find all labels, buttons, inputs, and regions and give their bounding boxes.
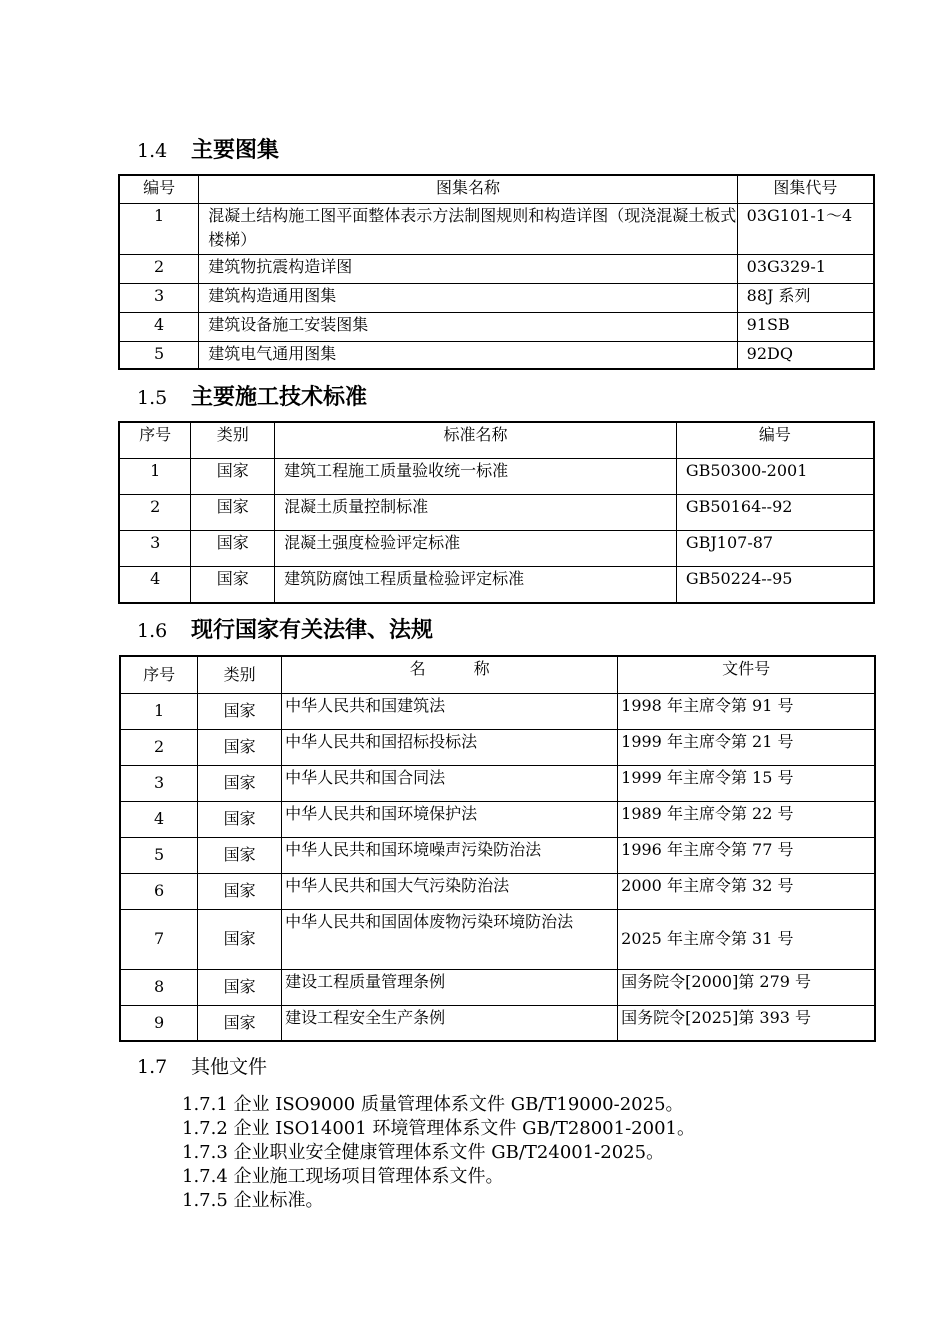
table-row xyxy=(119,566,874,603)
cell-number: 7 xyxy=(120,909,198,969)
standards-table xyxy=(118,421,875,604)
table-row xyxy=(120,909,875,969)
table-row xyxy=(120,729,875,765)
cell-code: GB50224--95 xyxy=(676,566,874,603)
cell-number: 2 xyxy=(119,254,199,283)
table-row xyxy=(120,801,875,837)
table-row xyxy=(119,283,874,312)
section-title: 主要施工技术标准 xyxy=(191,385,368,410)
cell-doc-number: 国务院令[2000]第 279 号 xyxy=(618,969,875,1005)
cell-name: 建筑物抗震构造详图 xyxy=(199,254,737,283)
list-item: 1.7.5 企业标准。 xyxy=(182,1190,324,1211)
cell-number: 1 xyxy=(119,203,199,254)
section-title: 主要图集 xyxy=(191,138,280,163)
cell-doc-number: 1999 年主席令第 21 号 xyxy=(618,729,875,765)
cell-doc-number: 1999 年主席令第 15 号 xyxy=(618,765,875,801)
cell-code: 91SB xyxy=(737,312,874,341)
cell-name: 建筑设备施工安装图集 xyxy=(199,312,737,341)
section-heading-1-5 xyxy=(137,383,367,412)
list-item: 1.7.3 企业职业安全健康管理体系文件 GB/T24001-2025。 xyxy=(182,1142,665,1163)
cell-number: 5 xyxy=(120,837,198,873)
table-header-row xyxy=(119,175,874,203)
list-item: 1.7.2 企业 ISO14001 环境管理体系文件 GB/T28001-2001。 xyxy=(182,1118,695,1139)
table-row xyxy=(120,1005,875,1041)
table-header-row xyxy=(119,422,874,458)
cell-name: 建设工程安全生产条例 xyxy=(282,1005,618,1041)
cell-number: 8 xyxy=(120,969,198,1005)
header-cell: 类别 xyxy=(198,656,282,693)
list-item: 1.7.4 企业施工现场项目管理体系文件。 xyxy=(182,1166,504,1187)
cell-doc-number: 1996 年主席令第 77 号 xyxy=(618,837,875,873)
section-number: 1.7 xyxy=(137,1056,168,1078)
cell-name: 中华人民共和国环境噪声污染防治法 xyxy=(282,837,618,873)
cell-name: 中华人民共和国招标投标法 xyxy=(282,729,618,765)
table-header-row xyxy=(120,656,875,693)
cell-name: 建筑电气通用图集 xyxy=(199,341,737,369)
cell-number: 3 xyxy=(120,765,198,801)
atlas-table xyxy=(118,174,875,370)
cell-category: 国家 xyxy=(191,494,275,530)
header-cell: 序号 xyxy=(119,422,191,458)
header-cell: 编号 xyxy=(119,175,199,203)
table-row xyxy=(119,203,874,254)
list-item: 1.7.1 企业 ISO9000 质量管理体系文件 GB/T19000-2025。 xyxy=(182,1094,684,1115)
cell-name: 混凝土质量控制标准 xyxy=(275,494,677,530)
table-row xyxy=(119,312,874,341)
cell-number: 3 xyxy=(119,283,199,312)
cell-category: 国家 xyxy=(198,1005,282,1041)
header-cell: 图集名称 xyxy=(199,175,737,203)
cell-name: 建筑工程施工质量验收统一标准 xyxy=(275,458,677,494)
laws-table xyxy=(119,655,876,1042)
header-cell: 文件号 xyxy=(618,656,875,693)
cell-doc-number: 国务院令[2025]第 393 号 xyxy=(618,1005,875,1041)
cell-name: 中华人民共和国固体废物污染环境防治法 xyxy=(282,909,618,969)
cell-category: 国家 xyxy=(191,458,275,494)
cell-category: 国家 xyxy=(191,530,275,566)
cell-name: 建设工程质量管理条例 xyxy=(282,969,618,1005)
cell-number: 1 xyxy=(120,693,198,729)
cell-code: 03G101-1～4 xyxy=(737,203,874,254)
cell-number: 4 xyxy=(119,312,199,341)
cell-name: 建筑防腐蚀工程质量检验评定标准 xyxy=(275,566,677,603)
cell-category: 国家 xyxy=(198,693,282,729)
header-cell: 图集代号 xyxy=(737,175,874,203)
section-heading-1-4 xyxy=(137,136,279,165)
cell-category: 国家 xyxy=(198,765,282,801)
section-heading-1-6 xyxy=(137,616,433,645)
section-number: 1.4 xyxy=(137,140,168,162)
table-row xyxy=(120,969,875,1005)
header-cell: 名 称 xyxy=(282,656,618,693)
cell-doc-number: 1998 年主席令第 91 号 xyxy=(618,693,875,729)
cell-doc-number: 1989 年主席令第 22 号 xyxy=(618,801,875,837)
cell-doc-number: 2000 年主席令第 32 号 xyxy=(618,873,875,909)
cell-category: 国家 xyxy=(198,873,282,909)
table-row xyxy=(120,765,875,801)
cell-number: 4 xyxy=(119,566,191,603)
cell-category: 国家 xyxy=(191,566,275,603)
cell-doc-number: 2025 年主席令第 31 号 xyxy=(618,909,875,969)
cell-number: 4 xyxy=(120,801,198,837)
cell-category: 国家 xyxy=(198,801,282,837)
cell-number: 2 xyxy=(120,729,198,765)
cell-number: 6 xyxy=(120,873,198,909)
section-heading-1-7 xyxy=(137,1052,267,1081)
table-row xyxy=(119,494,874,530)
cell-name: 中华人民共和国大气污染防治法 xyxy=(282,873,618,909)
cell-number: 1 xyxy=(119,458,191,494)
header-cell: 标准名称 xyxy=(275,422,677,458)
header-cell: 编号 xyxy=(676,422,874,458)
section-title: 现行国家有关法律、法规 xyxy=(191,618,434,643)
cell-category: 国家 xyxy=(198,909,282,969)
header-cell: 类别 xyxy=(191,422,275,458)
section-title: 其他文件 xyxy=(191,1056,268,1078)
header-cell: 序号 xyxy=(120,656,198,693)
cell-number: 9 xyxy=(120,1005,198,1041)
cell-name: 中华人民共和国合同法 xyxy=(282,765,618,801)
cell-code: GBJ107-87 xyxy=(676,530,874,566)
table-row xyxy=(120,873,875,909)
cell-code: GB50300-2001 xyxy=(676,458,874,494)
cell-number: 3 xyxy=(119,530,191,566)
cell-name: 混凝土强度检验评定标准 xyxy=(275,530,677,566)
cell-code: 92DQ xyxy=(737,341,874,369)
cell-code: GB50164--92 xyxy=(676,494,874,530)
cell-name: 混凝土结构施工图平面整体表示方法制图规则和构造详图（现浇混凝土板式楼梯） xyxy=(199,203,737,254)
section-number: 1.6 xyxy=(137,620,168,642)
cell-category: 国家 xyxy=(198,729,282,765)
cell-number: 5 xyxy=(119,341,199,369)
table-row xyxy=(119,458,874,494)
cell-code: 88J 系列 xyxy=(737,283,874,312)
table-row xyxy=(120,693,875,729)
table-row xyxy=(119,530,874,566)
section-number: 1.5 xyxy=(137,387,168,409)
cell-name: 中华人民共和国环境保护法 xyxy=(282,801,618,837)
cell-category: 国家 xyxy=(198,837,282,873)
table-row xyxy=(119,341,874,369)
table-row xyxy=(120,837,875,873)
table-row xyxy=(119,254,874,283)
cell-number: 2 xyxy=(119,494,191,530)
cell-category: 国家 xyxy=(198,969,282,1005)
cell-name: 建筑构造通用图集 xyxy=(199,283,737,312)
cell-name: 中华人民共和国建筑法 xyxy=(282,693,618,729)
cell-code: 03G329-1 xyxy=(737,254,874,283)
